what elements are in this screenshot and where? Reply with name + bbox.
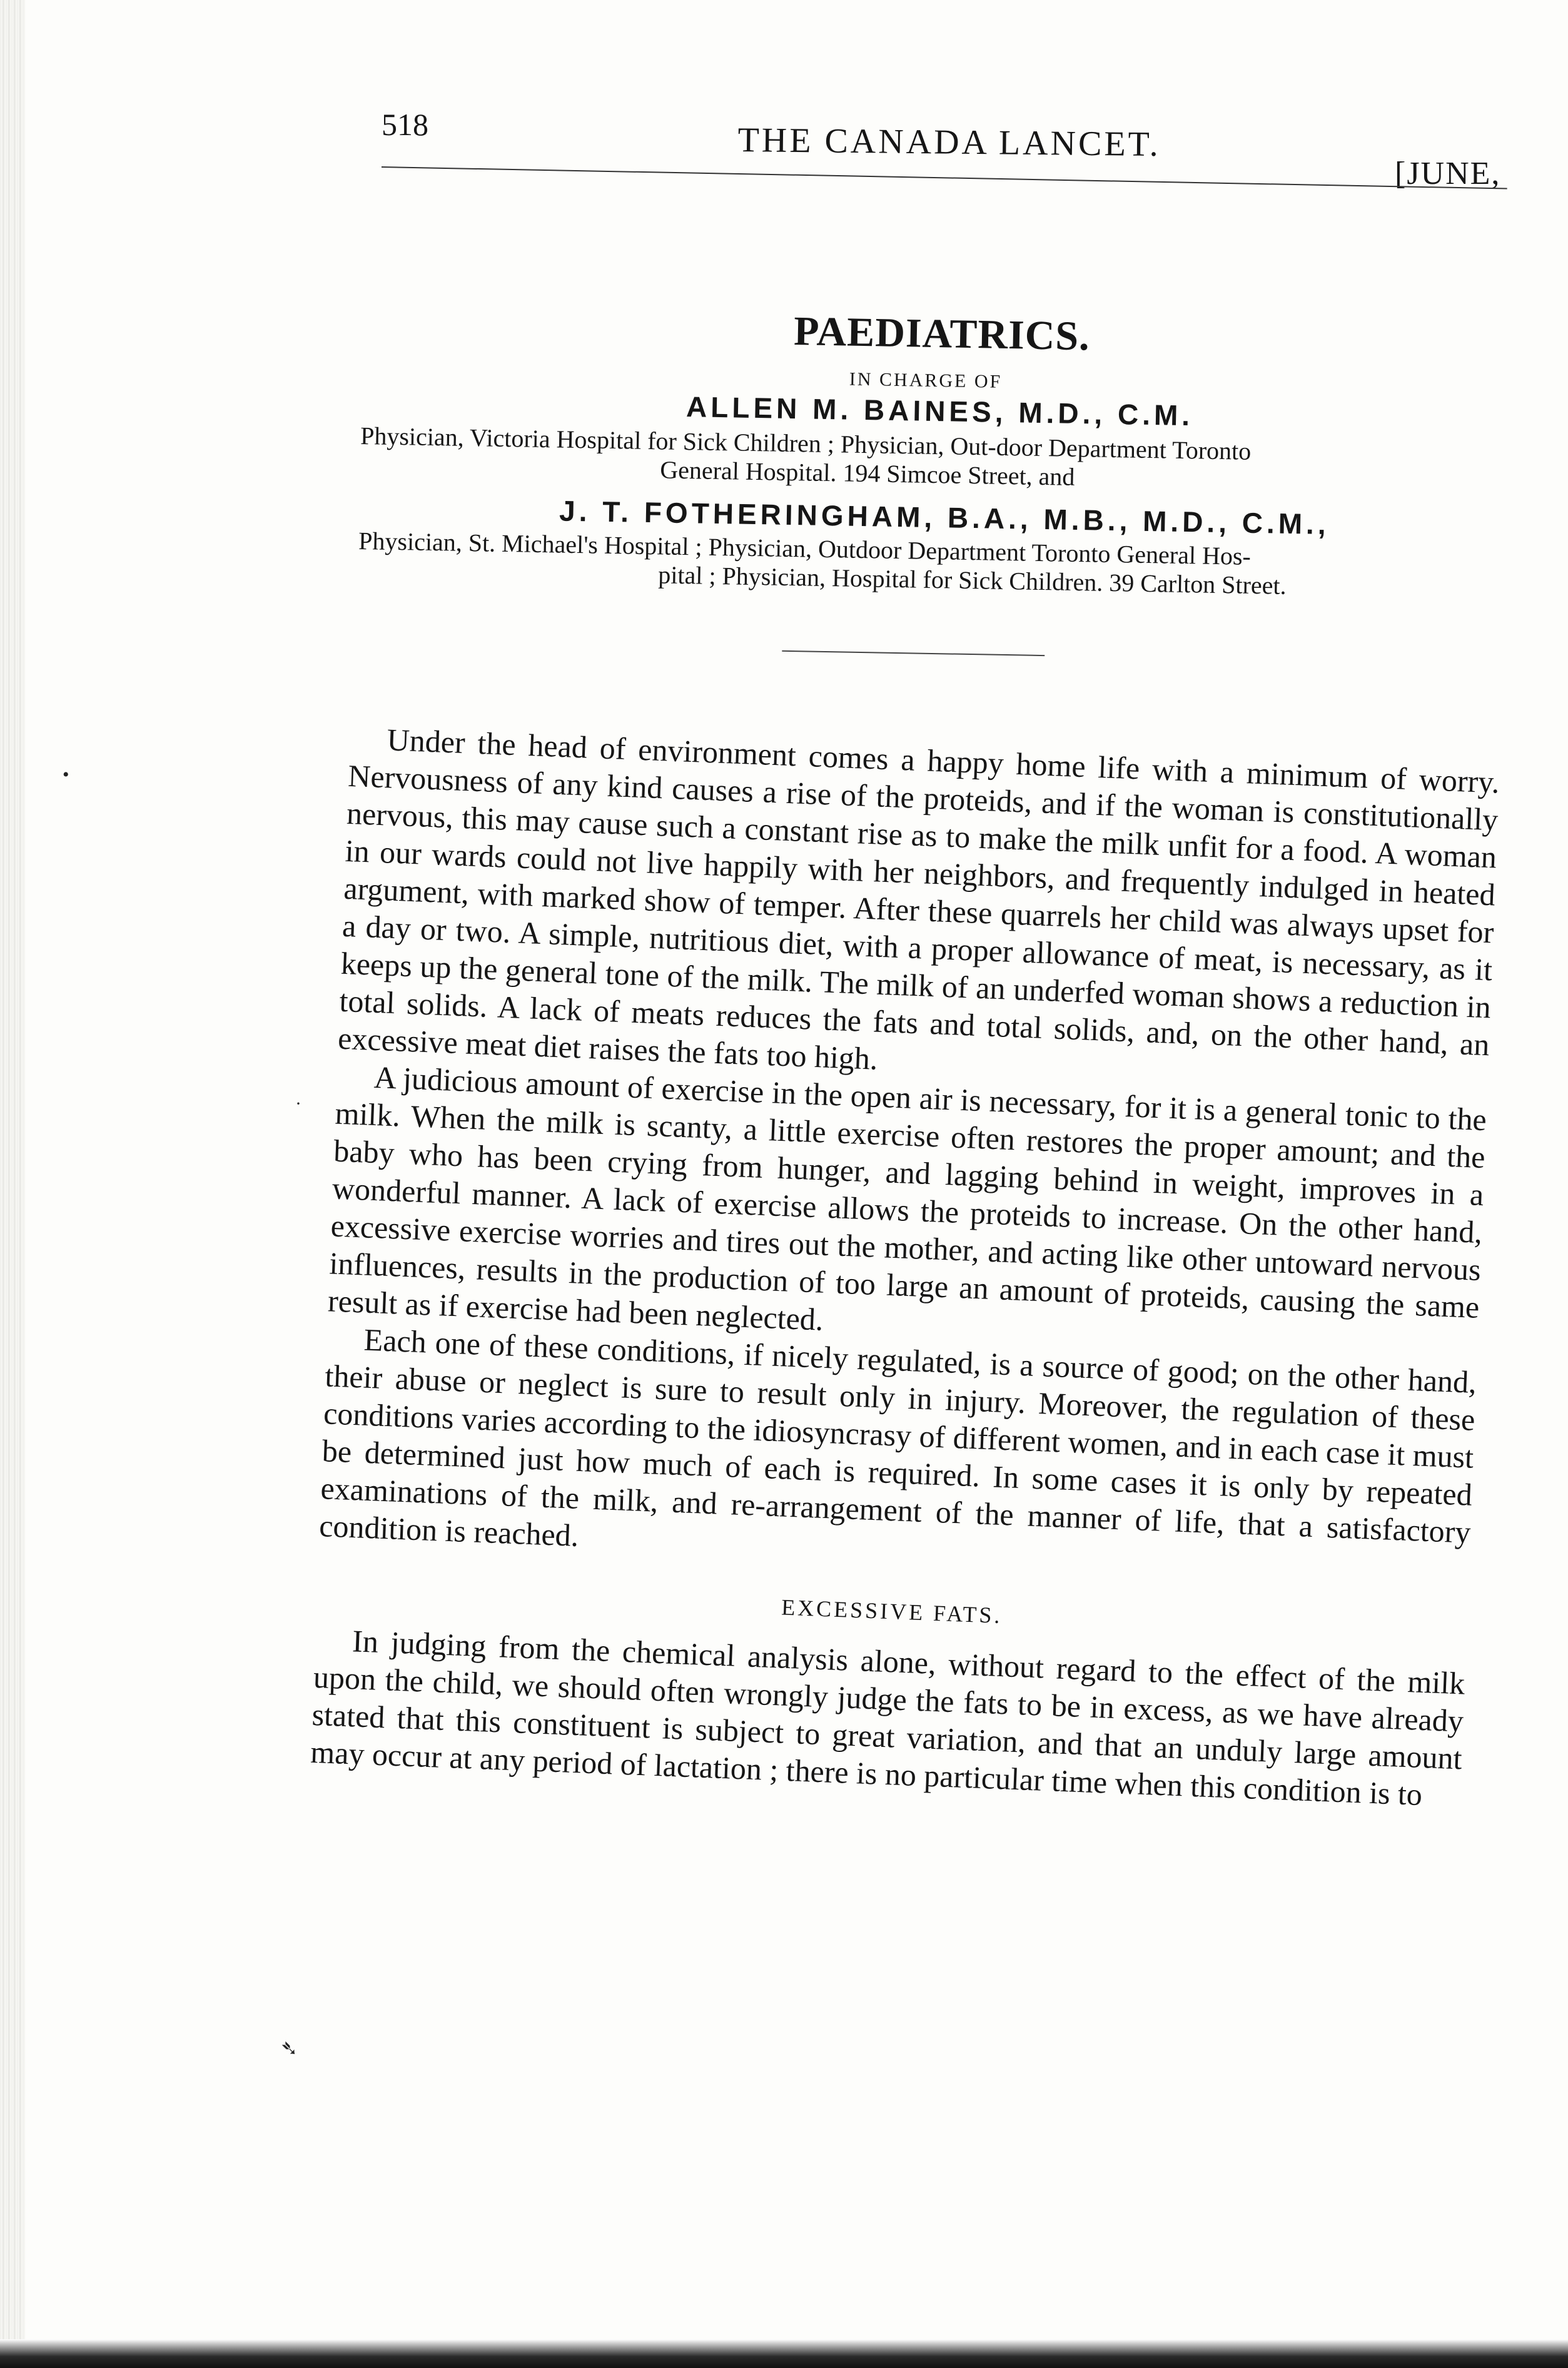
editor-affiliation-1 bbox=[360, 422, 1524, 499]
section-divider bbox=[782, 650, 1044, 656]
header-rule bbox=[382, 166, 1507, 190]
editor-affiliation-2 bbox=[358, 527, 1522, 604]
editor-affiliation-1-line-1: Physician, Victoria Hospital for Sick Children ; Physician, Out-door Department Toronto bbox=[360, 421, 1252, 465]
issue-month: [JUNE, bbox=[1395, 156, 1501, 191]
editor-name-2: J. T. FOTHERINGHAM, B.A., M.B., M.D., C.M., bbox=[559, 494, 1330, 541]
stray-scan-mark: ➴ bbox=[280, 2037, 298, 2060]
paragraph: Under the head of environment comes a happy home life with a minimum of worry. Nervousness of any kind causes a rise of the proteids, and if the woman is constitutionally nervous, this may cause such a constant rise as to make the milk unfit for a food. A woman in our wards could not live happily with her neighbors, and frequently indulged in heated argument, with marked show of temper. After these quarrels her child was always upset for a day or two. A simple, nutritious diet, with a proper allowance of meat, is necessary, as it keeps up the general tone of the milk. The milk of an underfed woman shows a reduction in total solids. A lack of meats reduces the fats and total solids, and, on the other hand, an excessive meat diet raises the fats too high. bbox=[337, 722, 1500, 1076]
editor-affiliation-2-line-2: pital ; Physician, Hospital for Sick Children. 39 Carlton Street. bbox=[658, 560, 1287, 600]
in-charge-label: IN CHARGE OF bbox=[849, 368, 1003, 392]
editor-affiliation-1-line-2: General Hospital. 194 Simcoe Street, and bbox=[659, 455, 1075, 491]
running-header bbox=[382, 106, 1514, 213]
paragraph: Each one of these conditions, if nicely regulated, is a source of good; on the other hand, their abuse or neglect is sure to result only in injury. Moreover, the regulation of these conditions varies according to the idiosyncrasy of different women, and in each case it must be determined just how much of each is required. In some cases it is only by repeated examinations of the milk, and re-arrangement of the manner of life, that a satisfactory condition is reached. bbox=[318, 1322, 1477, 1553]
paragraph: A judicious amount of exercise in the open air is necessary, for it is a general tonic to the milk. When the milk is scanty, a little exercise often restores the proper amount; and the baby who has been crying from hunger, and lagging behind in weight, improves in a wonderful manner. A lack of exercise allows the proteids to increase. On the other hand, excessive exercise worries and tires out the mother, and acting like other untoward nervous influences, results in the production of too large an amount of proteids, causing the same result as if exercise had been neglected. bbox=[327, 1059, 1487, 1337]
section-title: PAEDIATRICS. bbox=[793, 308, 1091, 360]
stray-dot-mark: • bbox=[63, 764, 69, 785]
page-number: 518 bbox=[382, 107, 428, 142]
stray-dot-mark: · bbox=[295, 1093, 301, 1114]
scan-bottom-edge bbox=[0, 2339, 1568, 2368]
journal-title: THE CANADA LANCET. bbox=[737, 120, 1161, 164]
subheading-excessive-fats: EXCESSIVE FATS. bbox=[781, 1594, 1003, 1629]
scan-gutter bbox=[0, 0, 25, 2368]
article-body bbox=[310, 719, 1500, 1814]
paragraph: In judging from the chemical analysis alone, without regard to the effect of the milk upon the child, we should often wrongly judge the fats to be in excess, as we have already stated that this constituent is subject to great variation, and that an unduly large amount may occur at any period of lactation ; there is no particular time when this condition is to bbox=[310, 1623, 1466, 1813]
section-heading bbox=[358, 300, 1526, 600]
editor-affiliation-2-line-1: Physician, St. Michael's Hospital ; Physician, Outdoor Department Toronto General Hos- bbox=[358, 526, 1252, 570]
editor-name-1: ALLEN M. BAINES, M.D., C.M. bbox=[685, 390, 1194, 432]
